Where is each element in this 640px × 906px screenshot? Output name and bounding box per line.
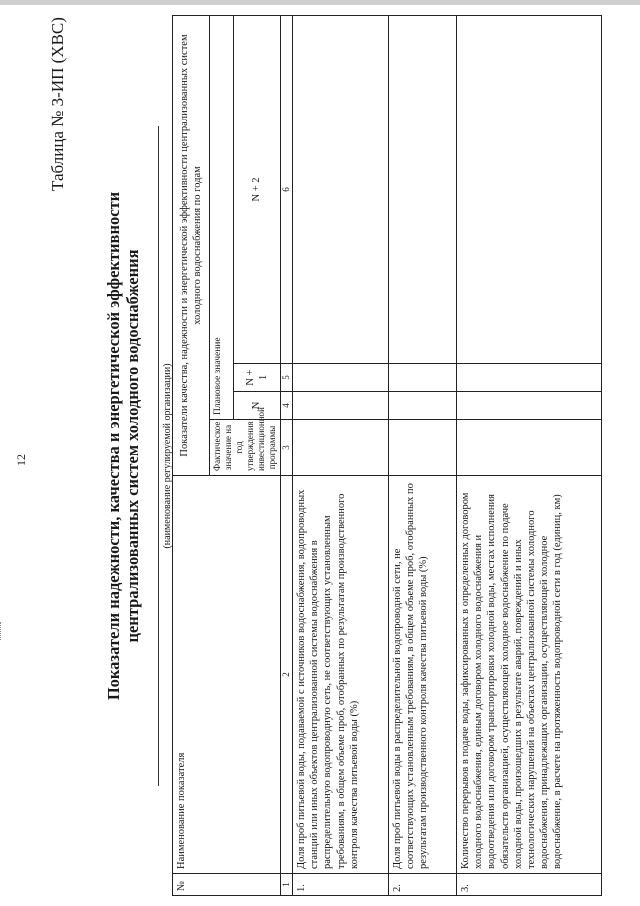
value-cell (457, 364, 602, 392)
header-year-n-plus-2: N + 2 (233, 15, 280, 363)
header-indicator-name: Наименование показателя (173, 476, 281, 874)
column-number: 3 (281, 420, 293, 476)
indicator-name: Доля проб питьевой воды в распределительной водопроводной сети, не соответствующих установленным требованиям, в общем объеме проб, отобранных по результатам производственного контроля качества питьевой воды (%) (389, 476, 457, 874)
header-indicator-group: Показатели качества, надежности и энергетической эффективности централизованных систем холодного водоснабжения по годам (173, 15, 210, 475)
row-number: 3. (457, 874, 602, 896)
value-cell (457, 420, 602, 476)
organization-name-line (158, 126, 159, 786)
page-number: 12 (14, 454, 28, 466)
document-heading (104, 166, 142, 726)
column-number: 4 (281, 392, 293, 420)
value-cell (389, 364, 457, 392)
indicator-name: Количество перерывов в подаче воды, зафиксированных в определенных договором холодного водоснабжения, единым договором холодного водоснабжения и водоотведения или договором транспортировки холодной воды, местах исполнения обязательств организацией, осуществляющей холодное водоснабжение по подаче холодной воды, произошедших в результате аварий, повреждений и иных технологических нарушений на объектах централизованной системы холодного водоснабжения, принадлежащих организации, осуществляющей холодное водоснабжение, в расчете на протяженность водопроводной сети в год (единиц, км) (457, 476, 602, 874)
value-cell (389, 420, 457, 476)
value-cell (389, 392, 457, 420)
column-number: 5 (281, 364, 293, 392)
row-number: 2. (389, 874, 457, 896)
column-number: 6 (281, 15, 293, 363)
column-number: 1 (281, 874, 293, 896)
table-caption: Таблица № 3-ИП (ХВС) (48, 17, 67, 191)
indicators-table (172, 16, 602, 896)
table-row (389, 15, 457, 895)
header-year-n-plus-1: N + 1 (233, 364, 280, 392)
value-cell (293, 364, 389, 392)
value-cell (457, 15, 602, 363)
header-year-n: N (233, 392, 280, 420)
organization-caption: (наименование регулируемой организации) (162, 363, 173, 549)
indicator-name: Доля проб питьевой воды, подаваемой с источников водоснабжения, водопроводных станций или иных объектов централизованной системы водоснабжения в распределительную водопроводную сеть, не соответствующих установленным требованиям, в общем объеме проб, отобранных по результатам производственного контроля качества питьевой воды (%) (293, 476, 389, 874)
heading-line-1: Показатели надежности, качества и энергетической эффективности (104, 191, 123, 701)
value-cell (293, 392, 389, 420)
heading-line-2: централизованных систем холодного водоснабжения (123, 249, 142, 643)
header-planned-value: Плановое значение (210, 15, 234, 419)
header-actual-value: Фактическое значение на год утверждения инвестиционной программы (210, 420, 281, 476)
value-cell (457, 392, 602, 420)
table-row (457, 15, 602, 895)
value-cell (293, 15, 389, 363)
value-cell (293, 420, 389, 476)
table-row (293, 15, 389, 895)
header-number: № (173, 874, 281, 896)
row-number: 1. (293, 874, 389, 896)
value-cell (389, 15, 457, 363)
column-number: 2 (281, 476, 293, 874)
